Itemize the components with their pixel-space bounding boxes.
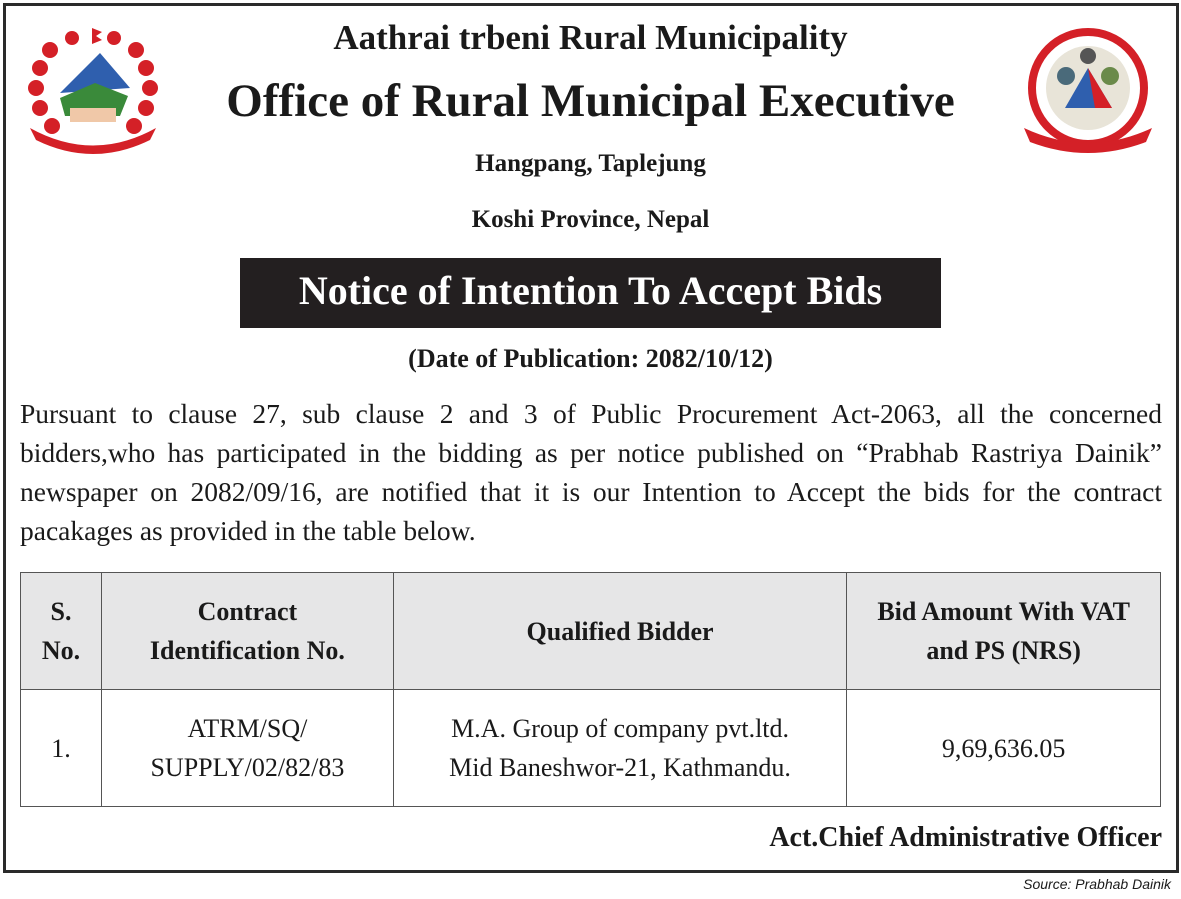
cell-sn: 1. — [21, 690, 102, 807]
cell-amount: 9,69,636.05 — [847, 690, 1161, 807]
contract-id-line1: ATRM/SQ/ — [187, 714, 308, 743]
bids-table — [20, 572, 1161, 807]
header-sn: S. No. — [21, 573, 102, 690]
source-credit: Source: Prabhab Dainik — [1023, 876, 1171, 892]
contract-id-line2: SUPPLY/02/82/83 — [150, 753, 345, 782]
bidder-address: Mid Baneshwor-21, Kathmandu. — [449, 753, 791, 782]
header-bid-amount: Bid Amount With VAT and PS (NRS) — [847, 573, 1161, 690]
header-qualified-bidder: Qualified Bidder — [393, 573, 846, 690]
office-title: Office of Rural Municipal Executive — [226, 75, 955, 127]
notice-body: Pursuant to clause 27, sub clause 2 and 3 of Public Procurement Act-2063, all the concerned bidders,who has participated in the bidding as per notice published on “Prabhab Rastriya Dainik” newspaper on 2082/09/16, are notified that it is our Intention to Accept the bids for the contract pacakages as provided in the table below. — [20, 398, 1162, 546]
publication-date: (Date of Publication: 2082/10/12) — [408, 344, 773, 373]
table-header-row — [21, 573, 1161, 690]
address-line-2: Koshi Province, Nepal — [471, 206, 710, 233]
cell-bidder — [393, 690, 846, 807]
bidder-name: M.A. Group of company pvt.ltd. — [451, 714, 790, 743]
cell-contract-id — [101, 690, 393, 807]
table-row — [21, 690, 1161, 807]
notice-title-banner: Notice of Intention To Accept Bids — [240, 258, 941, 328]
signature: Act.Chief Administrative Officer — [769, 822, 1162, 853]
address-line-1: Hangpang, Taplejung — [475, 150, 706, 177]
header-contract-id: Contract Identification No. — [101, 573, 393, 690]
municipality-name: Aathrai trbeni Rural Municipality — [333, 18, 848, 57]
